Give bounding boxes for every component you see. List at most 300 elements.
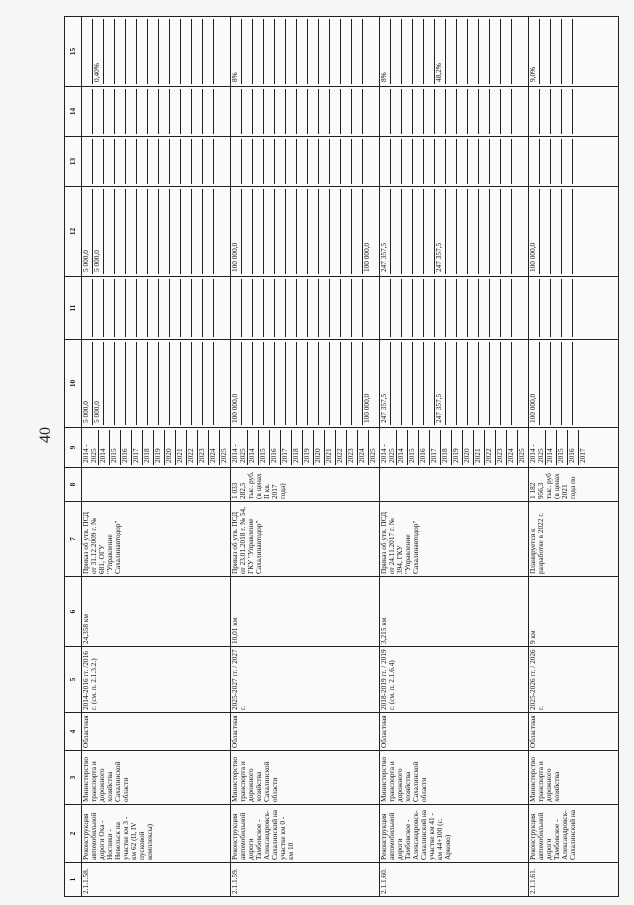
item-number: 2.1.1.61. [529, 863, 619, 897]
year-value [529, 89, 540, 134]
year-value [352, 279, 363, 337]
year-value [551, 89, 562, 134]
year-line [518, 430, 529, 465]
year-line [137, 19, 148, 84]
year-breakdown [529, 430, 589, 465]
year-value [341, 139, 352, 184]
year-line [529, 139, 540, 184]
year-line [231, 19, 242, 84]
year-line [457, 342, 468, 425]
year-values-cell [82, 137, 231, 187]
year-line [253, 342, 264, 425]
year-line [126, 342, 137, 425]
col-header: 14 [65, 87, 82, 137]
col-header: 13 [65, 137, 82, 187]
year-line [297, 89, 308, 134]
year-line [93, 139, 104, 184]
year-value [148, 279, 159, 337]
year-line [512, 139, 523, 184]
estimated-cost: 1 033 282,5 тыс. руб. (в ценах II кв. 2017 года) [231, 468, 380, 502]
item-number: 2.1.1.58. [82, 863, 231, 897]
year-value [93, 279, 104, 337]
year-value [457, 342, 468, 425]
year-line [242, 19, 253, 84]
year-value [231, 139, 242, 184]
year-line [93, 89, 104, 134]
year-values-cell [380, 17, 529, 87]
year-value [242, 89, 253, 134]
year-value [435, 139, 446, 184]
year-line [424, 89, 435, 134]
year-value [308, 19, 319, 84]
year-line [231, 189, 242, 274]
year-line [529, 89, 540, 134]
year-label: 2019 [303, 430, 314, 465]
col-header: 6 [65, 577, 82, 647]
year-label: 2017 [132, 430, 143, 465]
year-line [203, 189, 214, 274]
col-header: 11 [65, 277, 82, 340]
year-line [380, 19, 391, 84]
year-value: 100 000,0 [529, 342, 540, 425]
year-line [512, 89, 523, 134]
year-value [181, 89, 192, 134]
year-line [137, 89, 148, 134]
year-value [380, 279, 391, 337]
year-value [363, 89, 374, 134]
year-line [562, 19, 573, 84]
year-line [507, 430, 518, 465]
year-value [104, 279, 115, 337]
year-line [286, 19, 297, 84]
year-value [148, 89, 159, 134]
capacity: 24,358 км [82, 577, 231, 647]
year-value [319, 139, 330, 184]
year-line [551, 89, 562, 134]
year-line [181, 279, 192, 337]
year-line [170, 342, 181, 425]
year-line [479, 19, 490, 84]
year-line [170, 139, 181, 184]
col-header: 8 [65, 468, 82, 502]
year-value [529, 279, 540, 337]
year-line [170, 189, 181, 274]
year-line [391, 279, 402, 337]
year-line [259, 430, 270, 465]
year-value [468, 342, 479, 425]
year-line [446, 342, 457, 425]
year-value [490, 189, 501, 274]
rotated-table-wrapper [64, 17, 614, 897]
year-value [203, 89, 214, 134]
year-line [121, 430, 132, 465]
year-breakdown [82, 189, 224, 274]
year-line [501, 342, 512, 425]
year-breakdown [380, 19, 522, 84]
year-line [275, 342, 286, 425]
year-values-cell [380, 187, 529, 277]
year-value [479, 89, 490, 134]
year-value [148, 189, 159, 274]
year-line [435, 342, 446, 425]
year-value: 247 357,5 [435, 342, 446, 425]
year-value [540, 89, 551, 134]
year-line [446, 19, 457, 84]
year-line [468, 19, 479, 84]
year-value [490, 19, 501, 84]
year-value: 5 000,0 [82, 189, 93, 274]
year-line [479, 189, 490, 274]
page-number: 40 [37, 427, 54, 443]
year-line [203, 342, 214, 425]
year-values-cell [231, 428, 380, 468]
year-value [457, 279, 468, 337]
year-value [253, 139, 264, 184]
project-document: Планируется к разработке в 2022 г. [529, 502, 619, 577]
year-value [479, 342, 490, 425]
year-line [192, 189, 203, 274]
table-row [380, 17, 529, 897]
project-document: Приказ об утв. ПСД от 23.01.2018 г. № 54, ГКУ "Управление Сахалинавтодор" [231, 502, 380, 577]
year-value [402, 279, 413, 337]
year-line [485, 430, 496, 465]
year-value [352, 89, 363, 134]
year-value [446, 342, 457, 425]
year-breakdown [82, 279, 224, 337]
year-line [115, 279, 126, 337]
year-value [319, 279, 330, 337]
year-breakdown [380, 279, 522, 337]
year-line [512, 279, 523, 337]
year-value [446, 89, 457, 134]
year-line [380, 139, 391, 184]
year-value [286, 279, 297, 337]
year-value [297, 342, 308, 425]
year-line [275, 189, 286, 274]
year-line [275, 19, 286, 84]
year-line [82, 89, 93, 134]
year-line [341, 342, 352, 425]
year-line [159, 19, 170, 84]
year-values-cell [231, 17, 380, 87]
year-line [82, 279, 93, 337]
year-line [363, 189, 374, 274]
year-line [341, 279, 352, 337]
year-value [264, 342, 275, 425]
year-value [391, 189, 402, 274]
year-label: 2022 [485, 430, 496, 465]
year-line [446, 89, 457, 134]
year-line [286, 139, 297, 184]
year-line [330, 342, 341, 425]
year-value [501, 342, 512, 425]
year-line [115, 342, 126, 425]
year-value [446, 189, 457, 274]
year-value [573, 19, 584, 84]
col-header: 1 [65, 863, 82, 897]
year-value [148, 19, 159, 84]
year-values-cell [380, 137, 529, 187]
year-value [275, 342, 286, 425]
table-row [231, 17, 380, 897]
year-line [529, 189, 540, 274]
year-value [501, 19, 512, 84]
year-value [253, 342, 264, 425]
year-label: 2021 [474, 430, 485, 465]
year-value [540, 279, 551, 337]
year-breakdown [380, 139, 522, 184]
year-line [159, 279, 170, 337]
year-line [308, 19, 319, 84]
year-value [181, 19, 192, 84]
year-value: 100 000,0 [362, 393, 372, 423]
year-value [242, 139, 253, 184]
year-line [413, 139, 424, 184]
year-value [242, 19, 253, 84]
year-line [568, 430, 579, 465]
year-values-cell [380, 277, 529, 340]
table-body [82, 17, 619, 897]
year-label: 2016 [270, 430, 281, 465]
year-line [391, 342, 402, 425]
object-name: Реконструкция автомобильной дороги Тамбовское - Александровск-Сахалинский на участке км 41 - км 44+100 (с. Арково) [380, 805, 529, 863]
year-line [126, 189, 137, 274]
year-line [551, 19, 562, 84]
year-line [446, 139, 457, 184]
year-line [474, 430, 485, 465]
year-value [319, 189, 330, 274]
col-header: 5 [65, 647, 82, 713]
year-value [319, 89, 330, 134]
year-value [512, 342, 523, 425]
year-value [170, 19, 181, 84]
year-line [159, 139, 170, 184]
year-line [126, 279, 137, 337]
year-line [297, 19, 308, 84]
project-document: Приказ об утв. ПСД от 24.11.2017 г. № 394, ГКУ "Управление Сахалинавтодор" [380, 502, 529, 577]
year-line [137, 279, 148, 337]
year-line [314, 430, 325, 465]
year-line [413, 89, 424, 134]
year-line [165, 430, 176, 465]
year-label: 2025 [219, 448, 229, 463]
year-label: 2014 [248, 430, 259, 465]
year-line [137, 189, 148, 274]
year-value [352, 189, 363, 274]
year-line [181, 189, 192, 274]
year-line [248, 430, 259, 465]
year-value [297, 189, 308, 274]
year-value [170, 279, 181, 337]
year-line [551, 279, 562, 337]
year-line [501, 139, 512, 184]
year-label: 2018 [292, 430, 303, 465]
year-label: 2021 [176, 430, 187, 465]
year-values-cell [231, 277, 380, 340]
year-line [82, 342, 93, 425]
year-line [352, 342, 363, 425]
year-value [551, 342, 562, 425]
year-line [214, 89, 225, 134]
year-label: 2015 [259, 430, 270, 465]
year-value: 247 357,5 [380, 342, 391, 425]
year-value [424, 189, 435, 274]
year-line [562, 342, 573, 425]
year-value [264, 89, 275, 134]
year-value [380, 139, 391, 184]
year-line [529, 342, 540, 425]
year-value [297, 89, 308, 134]
year-values-cell [380, 340, 529, 428]
year-value [159, 89, 170, 134]
year-line [363, 279, 374, 337]
year-label: 2024 [209, 430, 220, 465]
year-line [501, 279, 512, 337]
year-value [231, 89, 242, 134]
year-value [264, 139, 275, 184]
year-line [363, 89, 374, 134]
year-label: 2015 [110, 430, 121, 465]
year-line [413, 189, 424, 274]
year-line [115, 89, 126, 134]
year-line [264, 279, 275, 337]
year-value [275, 139, 286, 184]
year-value [137, 139, 148, 184]
year-label: 2023 [496, 430, 507, 465]
year-value [192, 139, 203, 184]
year-value [319, 19, 330, 84]
year-line [159, 342, 170, 425]
year-value [203, 189, 214, 274]
year-line [446, 189, 457, 274]
year-line [231, 139, 242, 184]
year-breakdown [529, 189, 583, 274]
year-line [380, 342, 391, 425]
year-value: 48,2% [435, 19, 446, 84]
construction-period: 2025-2027 гг. / 2027 г. [231, 647, 380, 713]
year-line [214, 279, 225, 337]
ownership-level: Областная [231, 713, 380, 751]
year-breakdown [82, 19, 224, 84]
col-header: 2 [65, 805, 82, 863]
year-values-cell [380, 87, 529, 137]
year-line [148, 189, 159, 274]
year-line [490, 19, 501, 84]
year-value [264, 279, 275, 337]
year-value [512, 189, 523, 274]
year-breakdown [82, 430, 230, 465]
year-line [573, 189, 584, 274]
year-value [214, 89, 225, 134]
year-line [104, 89, 115, 134]
year-line [110, 430, 121, 465]
year-line [402, 342, 413, 425]
year-value [126, 89, 137, 134]
year-line [501, 89, 512, 134]
year-values-cell [529, 137, 619, 187]
year-values-cell [529, 187, 619, 277]
year-value: 5 000,0 [93, 342, 104, 425]
year-value [391, 19, 402, 84]
year-line [281, 430, 292, 465]
year-value [551, 139, 562, 184]
year-line [529, 279, 540, 337]
item-number: 2.1.1.59. [231, 863, 380, 897]
year-line [573, 19, 584, 84]
year-line [391, 19, 402, 84]
year-value [529, 139, 540, 184]
year-label: 2017 [430, 430, 441, 465]
year-line [551, 189, 562, 274]
year-value [573, 279, 584, 337]
year-label: 2014 - 2025 [529, 430, 546, 465]
year-value [341, 189, 352, 274]
year-line [115, 139, 126, 184]
year-line [203, 279, 214, 337]
year-value [330, 89, 341, 134]
year-value [181, 279, 192, 337]
year-line [457, 89, 468, 134]
year-values-cell [82, 87, 231, 137]
year-values-cell [82, 428, 231, 468]
year-line [104, 279, 115, 337]
year-line [93, 279, 104, 337]
year-value [192, 342, 203, 425]
customer: Министерство транспорта и дорожного хозяйства Сахалинской области [82, 751, 231, 805]
year-value [275, 189, 286, 274]
year-line [275, 279, 286, 337]
year-line [242, 139, 253, 184]
year-label: 2014 [397, 430, 408, 465]
year-value [363, 139, 374, 184]
year-line [352, 279, 363, 337]
year-line [264, 189, 275, 274]
year-breakdown [529, 279, 583, 337]
year-value [159, 139, 170, 184]
year-value [512, 139, 523, 184]
year-line [159, 189, 170, 274]
year-breakdown [529, 19, 583, 84]
year-line [170, 19, 181, 84]
year-value [93, 89, 104, 134]
year-label: 2014 [546, 430, 557, 465]
year-value [264, 19, 275, 84]
year-values-cell [231, 340, 380, 428]
year-value [104, 189, 115, 274]
year-value [308, 189, 319, 274]
year-value [424, 139, 435, 184]
year-value: 5 000,0 [93, 189, 104, 274]
year-line [137, 342, 148, 425]
year-line [490, 189, 501, 274]
year-value [562, 19, 573, 84]
ownership-level: Областная [380, 713, 529, 751]
year-value [286, 139, 297, 184]
year-value [214, 279, 225, 337]
year-line [562, 279, 573, 337]
year-value [413, 19, 424, 84]
year-line [308, 89, 319, 134]
year-line [501, 189, 512, 274]
year-line [435, 89, 446, 134]
year-line [579, 430, 590, 465]
year-value [540, 19, 551, 84]
year-line [562, 89, 573, 134]
year-line [214, 19, 225, 84]
year-line [181, 139, 192, 184]
year-breakdown [231, 189, 373, 274]
year-line [82, 139, 93, 184]
